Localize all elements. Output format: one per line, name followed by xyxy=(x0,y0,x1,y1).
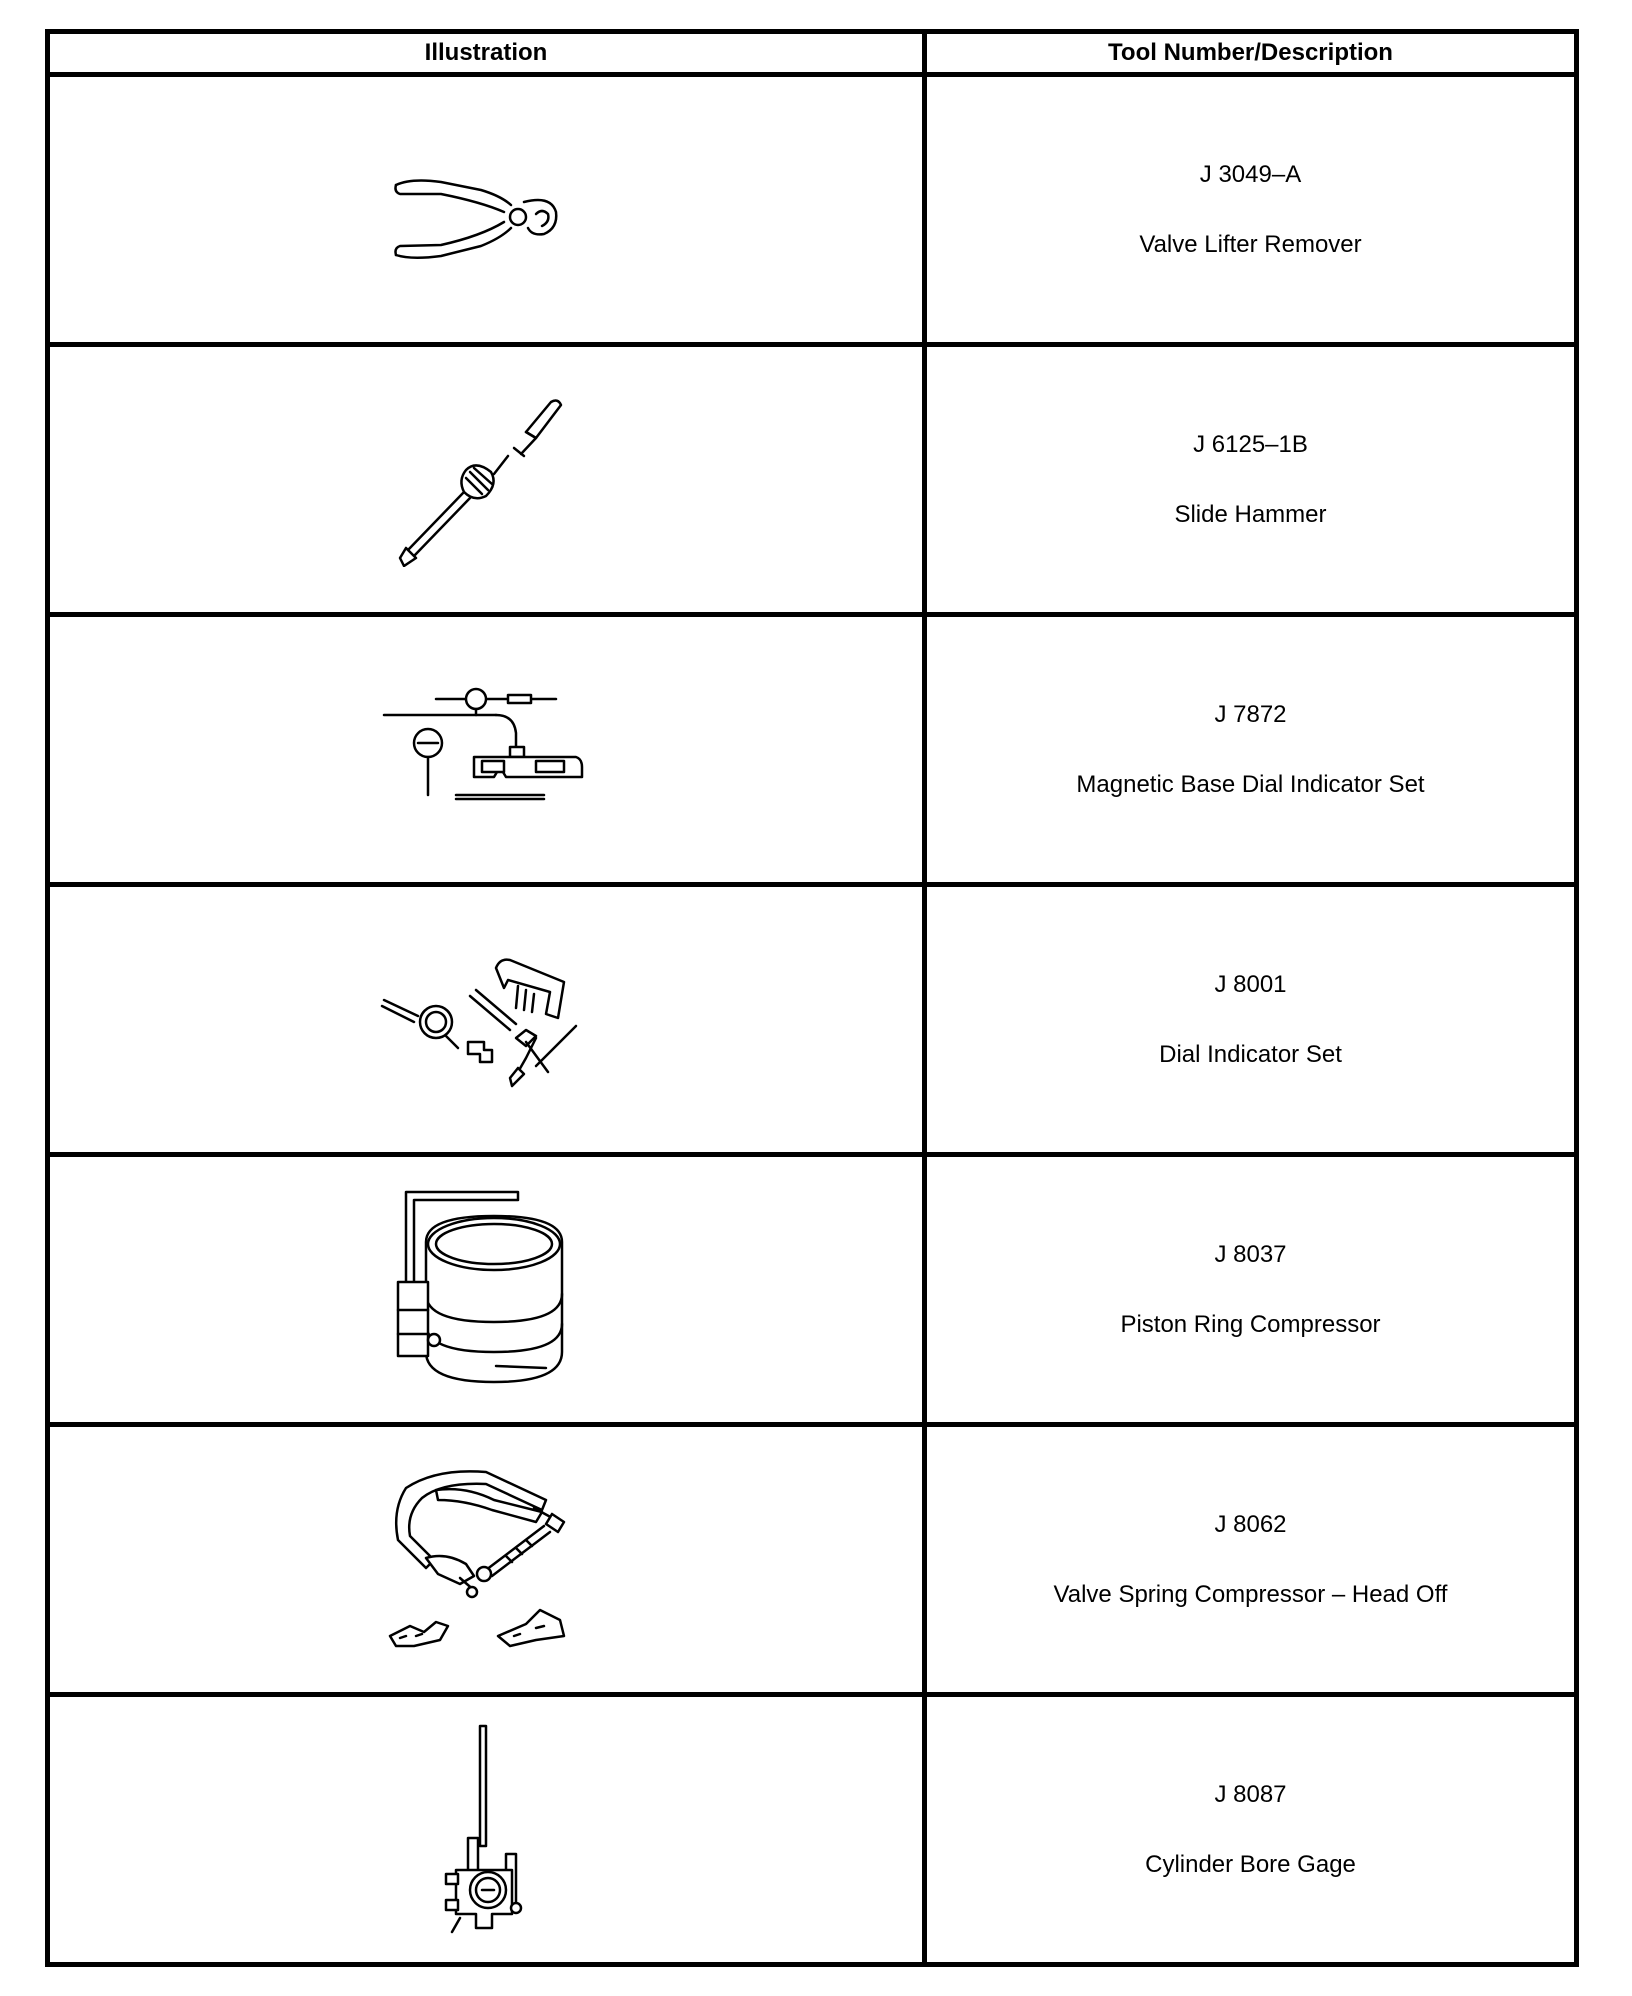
table-row xyxy=(48,345,1577,615)
tool-number: J 8062 xyxy=(1214,1510,1287,1538)
tool-description-cell xyxy=(925,615,1577,885)
table-row xyxy=(48,1155,1577,1425)
table-row xyxy=(48,1425,1577,1695)
tool-name: Dial Indicator Set xyxy=(1159,1040,1342,1068)
tool-description-cell xyxy=(925,1155,1577,1425)
pliers-icon xyxy=(386,150,586,270)
tool-description-cell xyxy=(925,75,1577,345)
tool-number: J 3049–A xyxy=(1199,160,1302,188)
illustration-cell xyxy=(48,75,925,345)
illustration-header: Illustration xyxy=(48,32,925,75)
tool-description-cell xyxy=(925,345,1577,615)
illustration-cell xyxy=(48,345,925,615)
illustration-cell xyxy=(48,1425,925,1695)
piston-ring-compressor-icon xyxy=(386,1182,586,1397)
tool-number: J 6125–1B xyxy=(1193,430,1308,458)
valve-spring-compressor-icon xyxy=(376,1460,596,1660)
tool-name: Slide Hammer xyxy=(1174,500,1327,528)
tool-number-description-header: Tool Number/Description xyxy=(925,32,1577,75)
table-row xyxy=(48,1695,1577,1965)
tool-name: Valve Lifter Remover xyxy=(1139,230,1362,258)
tool-name: Magnetic Base Dial Indicator Set xyxy=(1076,770,1425,798)
cylinder-bore-gage-icon xyxy=(416,1722,556,1937)
table-row xyxy=(48,615,1577,885)
tool-description-cell xyxy=(925,885,1577,1155)
tool-number: J 8087 xyxy=(1214,1780,1287,1808)
tool-number: J 8001 xyxy=(1214,970,1287,998)
tool-description-cell xyxy=(925,1695,1577,1965)
table-row xyxy=(48,885,1577,1155)
illustration-cell xyxy=(48,615,925,885)
header-row xyxy=(48,32,1577,75)
tool-description-cell xyxy=(925,1425,1577,1695)
tool-number: J 8037 xyxy=(1214,1240,1287,1268)
illustration-cell xyxy=(48,1155,925,1425)
tool-name: Piston Ring Compressor xyxy=(1120,1310,1381,1338)
tool-number: J 7872 xyxy=(1214,700,1287,728)
magnetic-base-dial-indicator-icon xyxy=(376,685,596,815)
illustration-cell xyxy=(48,1695,925,1965)
table-row xyxy=(48,75,1577,345)
special-tools-table xyxy=(45,29,1579,1967)
tool-name: Valve Spring Compressor – Head Off xyxy=(1053,1580,1448,1608)
dial-indicator-set-icon xyxy=(376,950,596,1090)
tool-name: Cylinder Bore Gage xyxy=(1145,1850,1356,1878)
slide-hammer-icon xyxy=(386,392,586,567)
illustration-cell xyxy=(48,885,925,1155)
